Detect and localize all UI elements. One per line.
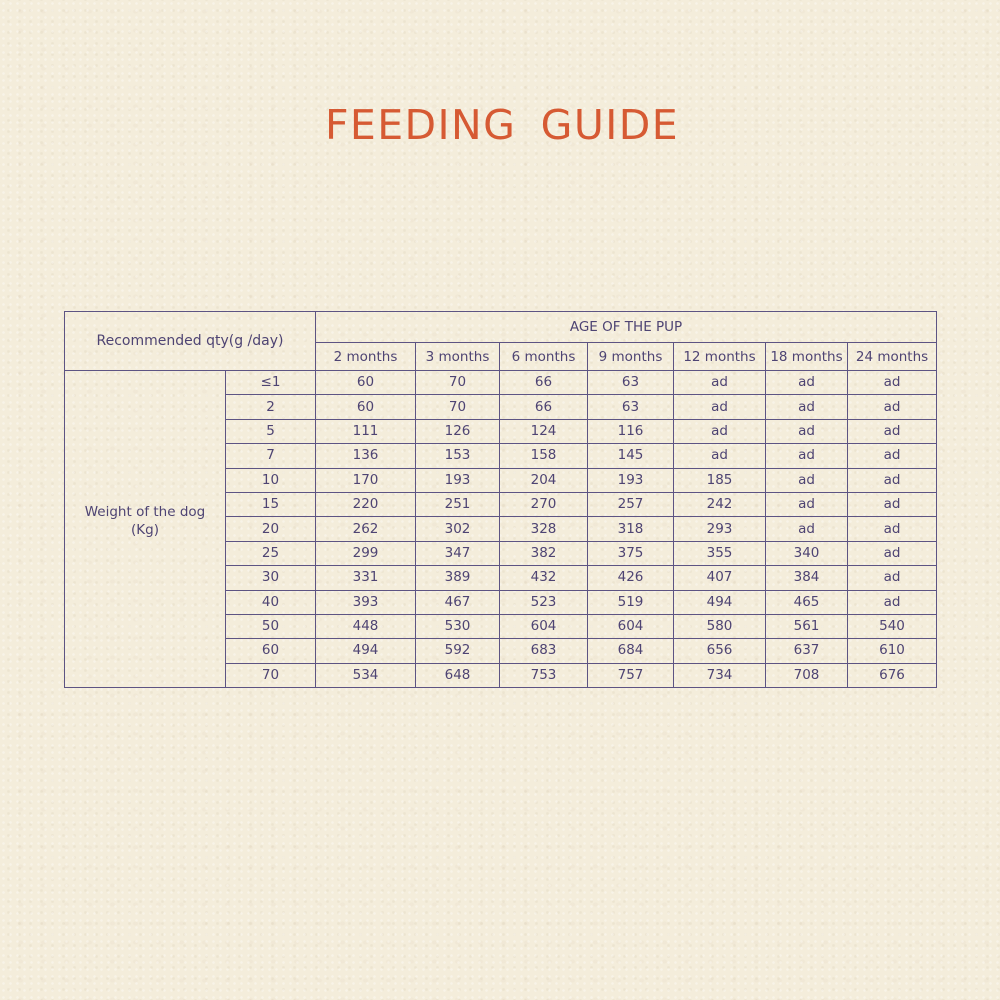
value-cell: 299 (316, 541, 416, 565)
value-cell: 270 (500, 492, 588, 516)
weight-cell: 15 (226, 492, 316, 516)
value-cell: 432 (500, 566, 588, 590)
table-body (65, 371, 937, 688)
feeding-guide-table (64, 311, 937, 688)
value-cell: 340 (766, 541, 848, 565)
value-cell: ad (848, 468, 937, 492)
column-header: 9 months (588, 343, 674, 371)
value-cell: 257 (588, 492, 674, 516)
value-cell: 60 (316, 371, 416, 395)
value-cell: 126 (416, 419, 500, 443)
weight-cell: 50 (226, 614, 316, 638)
value-cell: 656 (674, 639, 766, 663)
value-cell: 145 (588, 444, 674, 468)
value-cell: ad (766, 444, 848, 468)
weight-cell: 30 (226, 566, 316, 590)
value-cell: 153 (416, 444, 500, 468)
weight-cell: ≤1 (226, 371, 316, 395)
value-cell: ad (848, 590, 937, 614)
value-cell: ad (766, 419, 848, 443)
value-cell: 426 (588, 566, 674, 590)
weight-cell: 5 (226, 419, 316, 443)
value-cell: 382 (500, 541, 588, 565)
value-cell: 648 (416, 663, 500, 687)
value-cell: ad (848, 395, 937, 419)
value-cell: 494 (674, 590, 766, 614)
value-cell: 220 (316, 492, 416, 516)
value-cell: 331 (316, 566, 416, 590)
value-cell: 530 (416, 614, 500, 638)
value-cell: ad (766, 517, 848, 541)
value-cell: 60 (316, 395, 416, 419)
value-cell: 561 (766, 614, 848, 638)
value-cell: 293 (674, 517, 766, 541)
value-cell: 355 (674, 541, 766, 565)
value-cell: ad (848, 541, 937, 565)
value-cell: 116 (588, 419, 674, 443)
value-cell: ad (674, 444, 766, 468)
value-cell: ad (766, 468, 848, 492)
weight-cell: 10 (226, 468, 316, 492)
value-cell: 534 (316, 663, 416, 687)
table-row (65, 371, 937, 395)
column-header: 18 months (766, 343, 848, 371)
value-cell: 318 (588, 517, 674, 541)
value-cell: 389 (416, 566, 500, 590)
value-cell: 523 (500, 590, 588, 614)
value-cell: ad (766, 492, 848, 516)
value-cell: 251 (416, 492, 500, 516)
value-cell: 753 (500, 663, 588, 687)
value-cell: ad (848, 517, 937, 541)
value-cell: 592 (416, 639, 500, 663)
value-cell: 302 (416, 517, 500, 541)
column-header: 3 months (416, 343, 500, 371)
value-cell: ad (848, 419, 937, 443)
value-cell: 519 (588, 590, 674, 614)
value-cell: 580 (674, 614, 766, 638)
column-header: 2 months (316, 343, 416, 371)
value-cell: 604 (588, 614, 674, 638)
weight-label-line1: Weight of the dog (84, 504, 206, 521)
value-cell: 708 (766, 663, 848, 687)
value-cell: 384 (766, 566, 848, 590)
value-cell: 70 (416, 395, 500, 419)
value-cell: 494 (316, 639, 416, 663)
value-cell: ad (674, 419, 766, 443)
value-cell: 604 (500, 614, 588, 638)
value-cell: ad (848, 444, 937, 468)
weight-cell: 7 (226, 444, 316, 468)
weight-cell: 60 (226, 639, 316, 663)
value-cell: 136 (316, 444, 416, 468)
value-cell: 610 (848, 639, 937, 663)
column-header: 24 months (848, 343, 937, 371)
value-cell: 63 (588, 395, 674, 419)
value-cell: ad (674, 371, 766, 395)
value-cell: 63 (588, 371, 674, 395)
value-cell: 66 (500, 371, 588, 395)
column-header: 6 months (500, 343, 588, 371)
value-cell: 193 (588, 468, 674, 492)
value-cell: 407 (674, 566, 766, 590)
value-cell: 393 (316, 590, 416, 614)
weight-cell: 25 (226, 541, 316, 565)
column-header: 12 months (674, 343, 766, 371)
page-title: FEEDING GUIDE (324, 101, 680, 149)
value-cell: 328 (500, 517, 588, 541)
weight-label-line2: (Kg) (131, 522, 159, 539)
value-cell: 540 (848, 614, 937, 638)
value-cell: 467 (416, 590, 500, 614)
value-cell: 448 (316, 614, 416, 638)
value-cell: ad (848, 371, 937, 395)
value-cell: 70 (416, 371, 500, 395)
weight-cell: 70 (226, 663, 316, 687)
value-cell: ad (674, 395, 766, 419)
value-cell: 676 (848, 663, 937, 687)
value-cell: ad (848, 566, 937, 590)
value-cell: 347 (416, 541, 500, 565)
value-cell: ad (766, 371, 848, 395)
value-cell: 170 (316, 468, 416, 492)
weight-cell: 40 (226, 590, 316, 614)
value-cell: 757 (588, 663, 674, 687)
value-cell: 158 (500, 444, 588, 468)
corner-label: Recommended qty(g /day) (65, 312, 316, 371)
weight-group-label (65, 363, 226, 680)
value-cell: 637 (766, 639, 848, 663)
weight-cell: 20 (226, 517, 316, 541)
value-cell: ad (848, 492, 937, 516)
value-cell: 683 (500, 639, 588, 663)
value-cell: 204 (500, 468, 588, 492)
value-cell: 734 (674, 663, 766, 687)
weight-cell: 2 (226, 395, 316, 419)
value-cell: 684 (588, 639, 674, 663)
value-cell: 111 (316, 419, 416, 443)
value-cell: 185 (674, 468, 766, 492)
value-cell: ad (766, 395, 848, 419)
value-cell: 375 (588, 541, 674, 565)
value-cell: 262 (316, 517, 416, 541)
value-cell: 465 (766, 590, 848, 614)
value-cell: 193 (416, 468, 500, 492)
value-cell: 242 (674, 492, 766, 516)
value-cell: 66 (500, 395, 588, 419)
age-group-header: AGE OF THE PUP (316, 312, 937, 343)
value-cell: 124 (500, 419, 588, 443)
